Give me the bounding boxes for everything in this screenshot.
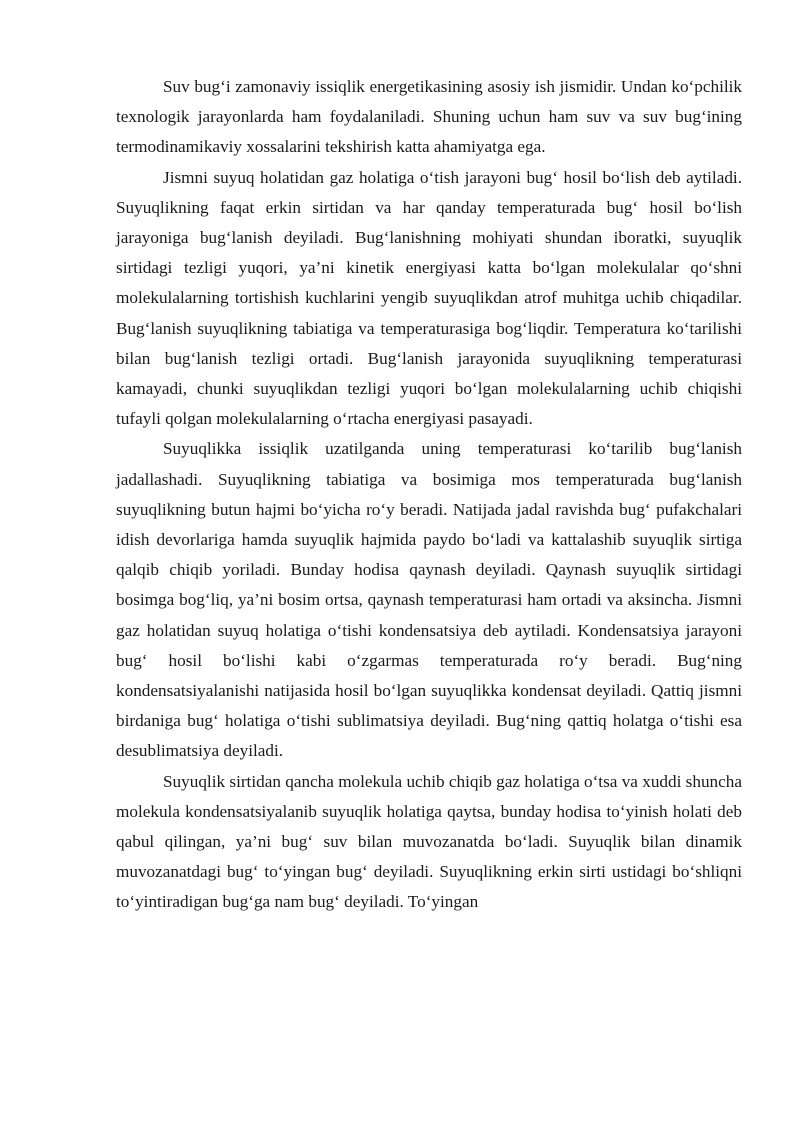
paragraph-water-vapor-intro: Suv bug‘i zamonaviy issiqlik energetikasining asosiy ish jismidir. Undan ko‘pchilik texnologik jarayonlarda ham foydalaniladi. Shuning uchun ham suv va suv bug‘ining termodinamikaviy xossalarini tekshirish katta ahamiyatga ega. bbox=[116, 77, 742, 157]
document-page bbox=[116, 72, 742, 918]
paragraph-evaporation: Jismni suyuq holatidan gaz holatiga o‘tish jarayoni bug‘ hosil bo‘lish deb aytiladi. Suyuqlikning faqat erkin sirtidan va har qanday temperaturada bug‘ hosil bo‘lish jarayoniga bug‘lanish deyiladi. Bug‘lanishning mohiyati shundan iboratki, suyuqlik sirtidagi tezligi yuqori, ya’ni kinetik energiyasi katta bo‘lgan molekulalar qo‘shni molekulalarning tortishish kuchlarini yengib suyuqlikdan atrof muhitga uchib chiqadilar. Bug‘lanish suyuqlikning tabiatiga va temperaturasiga bog‘liqdir. Temperatura ko‘tarilishi bilan bug‘lanish tezligi ortadi. Bug‘lanish jarayonida suyuqlikning temperaturasi kamayadi, chunki suyuqlikdan tezligi yuqori bo‘lgan molekulalarning uchib chiqishi tufayli qolgan molekulalarning o‘rtacha energiyasi pasayadi. bbox=[116, 167, 742, 429]
paragraph-saturation: Suyuqlik sirtidan qancha molekula uchib chiqib gaz holatiga o‘tsa va xuddi shuncha molekula kondensatsiyalanib suyuqlik holatiga qaytsa, bunday hodisa to‘yinish holati deb qabul qilingan, ya’ni bug‘ suv bilan muvozanatda bo‘ladi. Suyuqlik bilan dinamik muvozanatdagi bug‘ to‘yingan bug‘ deyiladi. Suyuqlikning erkin sirti ustidagi bo‘shliqni to‘yintiradigan bug‘ga nam bug‘ deyiladi. To‘yingan bbox=[116, 771, 742, 912]
paragraph-boiling-condensation: Suyuqlikka issiqlik uzatilganda uning temperaturasi ko‘tarilib bug‘lanish jadallashadi. Suyuqlikning tabiatiga va bosimiga mos temperaturada bug‘lanish suyuqlikning butun hajmi bo‘yicha ro‘y beradi. Natijada jadal ravishda bug‘ pufakchalari idish devorlariga hamda suyuqlik hajmida paydo bo‘ladi va kattalashib suyuqlik sirtiga qalqib chiqib yoriladi. Bunday hodisa qaynash deyiladi. Qaynash suyuqlik sirtidagi bosimga bog‘liq, ya’ni bosim ortsa, qaynash temperaturasi ham ortadi va aksincha. Jismni gaz holatidan suyuq holatiga o‘tishi kondensatsiya deb aytiladi. Kondensatsiya jarayoni bug‘ hosil bo‘lishi kabi o‘zgarmas temperaturada ro‘y beradi. Bug‘ning kondensatsiyalanishi natijasida hosil bo‘lgan suyuqlikka kondensat deyiladi. Qattiq jismni birdaniga bug‘ holatiga o‘tishi sublimatsiya deyiladi. Bug‘ning qattiq holatga o‘tishi esa desublimatsiya deyiladi. bbox=[116, 439, 742, 761]
